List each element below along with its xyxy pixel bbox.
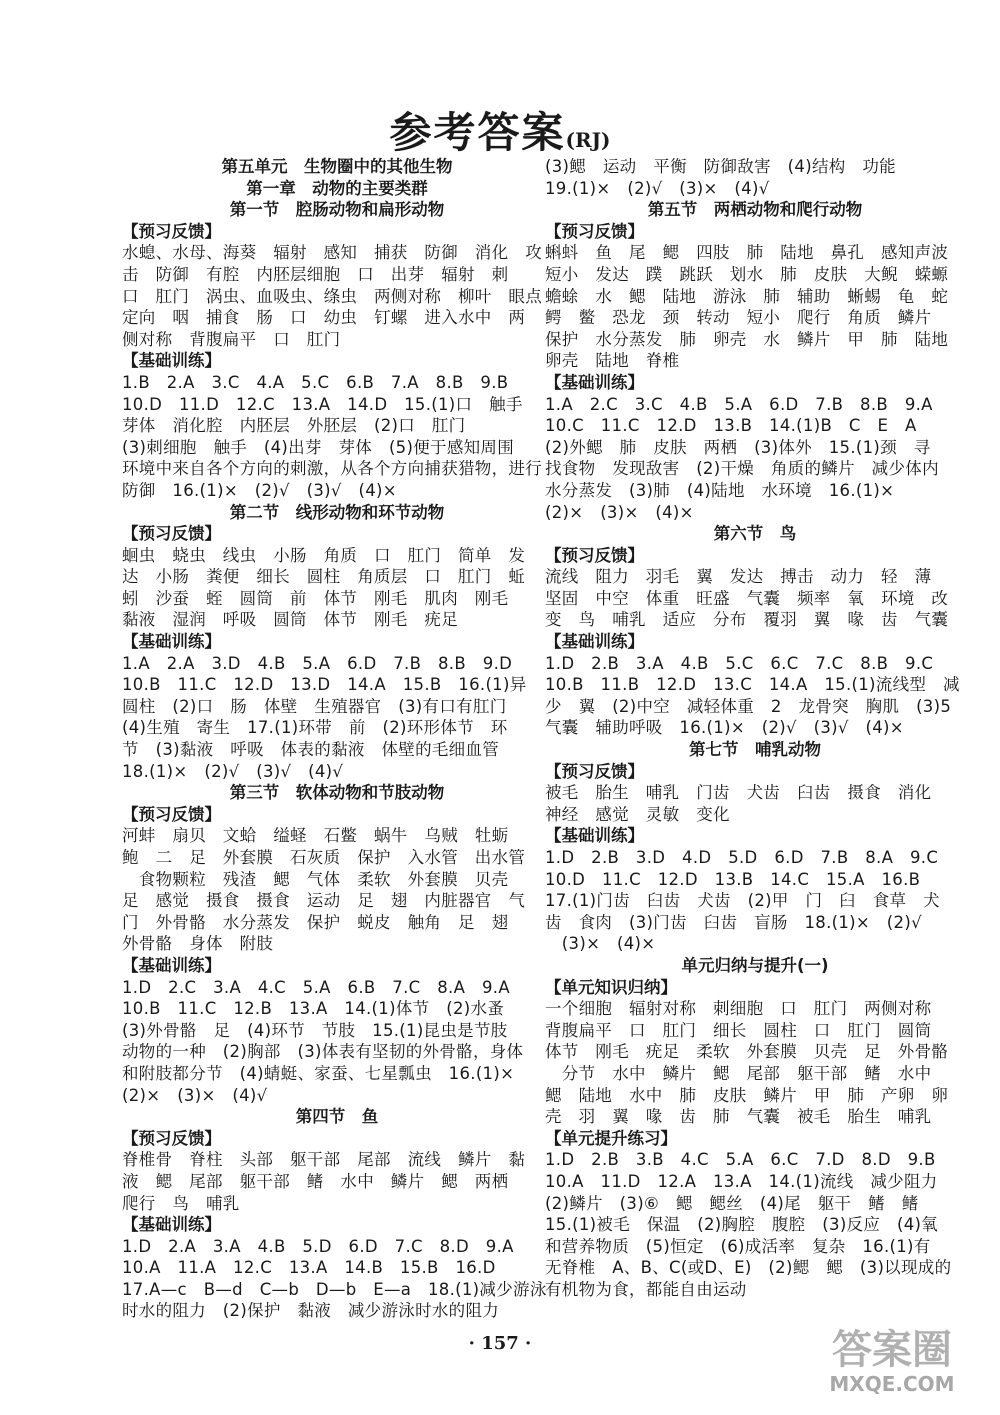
answer-line: 时水的阻力 (2)保护 黏液 减少游泳时水的阻力 xyxy=(122,1301,500,1321)
answer-line: 10.B 11.B 12.D 13.C 14.A 15.(1)流线型 减 xyxy=(545,675,960,695)
subsection-tag: 【基础训练】 xyxy=(122,955,221,975)
answer-line: 1.D 2.B 3.D 4.D 5.D 6.D 7.B 8.A 9.C xyxy=(545,848,939,867)
answer-line: 10.C 11.C 12.D 13.B 14.(1)B C E A xyxy=(545,416,917,436)
answer-line: (3)刺细胞 触手 (4)出芽 芽体 (5)便于感知周围 xyxy=(122,437,515,457)
answer-line: 保护 水分蒸发 肺 卵壳 水 鳞片 甲 肺 陆地 xyxy=(545,329,949,349)
section-heading: 第五单元 生物圈中的其他生物 xyxy=(221,157,453,176)
answer-line: 18.(1)× (2)√ (3)√ (4)√ xyxy=(122,761,344,781)
answer-line: 鳄 鳖 恐龙 颈 转动 短小 爬行 角质 鳞片 xyxy=(545,308,932,328)
section-heading: 第五节 两栖动物和爬行动物 xyxy=(647,200,863,220)
page-number: · 157 · xyxy=(468,1333,532,1354)
watermark-url: MXQE.COM xyxy=(829,1372,955,1396)
answer-line: 10.B 11.C 12.D 13.D 14.A 15.B 16.(1)异 xyxy=(122,675,527,695)
answer-line: 门 外骨骼 水分蒸发 保护 蜕皮 触角 足 翅 xyxy=(122,912,509,932)
answer-line: 15.(1)被毛 保温 (2)胸腔 腹腔 (3)反应 (4)氧 xyxy=(545,1215,939,1235)
subsection-tag: 【基础训练】 xyxy=(545,826,644,846)
answer-line: 10.A 11.A 12.C 13.A 14.B 15.B 16.D xyxy=(122,1258,496,1278)
answer-line: 足 感觉 摄食 摄食 运动 足 翅 内脏器官 气 xyxy=(122,891,526,911)
watermark-glyph: 答案圈 xyxy=(832,1327,952,1373)
answer-line: 定向 咽 捕食 肠 口 幼虫 钉螺 进入水中 两 xyxy=(122,308,526,328)
section-heading: 单元归纳与提升(一) xyxy=(681,955,829,975)
answer-line: 和营养物质 (5)恒定 (6)成活率 复杂 16.(1)有 xyxy=(545,1236,931,1256)
answer-line: 1.D 2.A 3.A 4.B 5.D 6.D 7.C 8.D 9.A xyxy=(122,1236,514,1256)
page-title xyxy=(0,100,1000,160)
answer-line: 外骨骼 身体 附肢 xyxy=(122,934,274,954)
answer-line: 10.A 11.D 12.A 13.A 14.(1)流线 减少阻力 xyxy=(545,1171,938,1191)
subsection-tag: 【预习反馈】 xyxy=(122,1128,221,1148)
subsection-tag: 【基础训练】 xyxy=(122,632,221,652)
answer-line: 脊椎骨 脊柱 头部 躯干部 尾部 流线 鳞片 黏 xyxy=(122,1150,526,1170)
subsection-tag: 【单元知识归纳】 xyxy=(545,977,677,997)
answer-line: 食物颗粒 残渣 鳃 气体 柔软 外套膜 贝壳 xyxy=(122,869,509,889)
answer-line: (2)× (3)× (4)× xyxy=(545,502,694,522)
answer-line: 动物的一种 (2)胸部 (3)体表有坚韧的外骨骼，身体 xyxy=(122,1042,524,1062)
answer-line: 爬行 鸟 哺乳 xyxy=(122,1193,240,1213)
answer-line: 被毛 胎生 哺乳 门齿 犬齿 臼齿 摄食 消化 xyxy=(545,783,932,803)
section-heading: 第一节 腔肠动物和扁形动物 xyxy=(229,200,445,220)
answer-line: 击 防御 有腔 内胚层细胞 口 出芽 辐射 刺 xyxy=(122,264,509,284)
answer-line: 芽体 消化腔 内胚层 外胚层 (2)口 肛门 xyxy=(122,416,466,436)
answer-line: 卵壳 陆地 脊椎 xyxy=(545,351,680,371)
answer-line: 达 小肠 粪便 细长 圆柱 角质层 口 肛门 蚯 xyxy=(122,567,526,587)
answer-line: 找食物 发现敌害 (2)干燥 角质的鳞片 减少体内 xyxy=(545,459,939,479)
answer-line: 蚓 沙蚕 蛭 圆筒 前 体节 刚毛 肌肉 刚毛 xyxy=(122,588,509,608)
answer-line: 防御 16.(1)× (2)√ (3)√ (4)× xyxy=(122,480,397,500)
section-heading: 第六节 鸟 xyxy=(713,524,797,544)
answer-line: 体节 刚毛 疣足 柔软 外套膜 贝壳 足 外骨骼 xyxy=(545,1042,949,1062)
answer-line: 齿 食肉 (3)门齿 臼齿 盲肠 18.(1)× (2)√ xyxy=(545,912,922,932)
answer-line: 水分蒸发 (3)肺 (4)陆地 水环境 16.(1)× xyxy=(545,480,895,500)
subsection-tag: 【预习反馈】 xyxy=(545,221,644,241)
answer-line: 节 (3)黏液 呼吸 体表的黏液 体壁的毛细血管 xyxy=(122,740,500,760)
answer-line: 19.(1)× (2)√ (3)× (4)√ xyxy=(545,178,770,198)
answer-line: 10.B 11.C 12.B 13.A 14.(1)体节 (2)水蚤 xyxy=(122,999,505,1019)
answer-line: 气囊 辅助呼吸 16.(1)× (2)√ (3)√ (4)× xyxy=(545,718,904,738)
answer-line: 口 肛门 涡虫、血吸虫、绦虫 两侧对称 柳叶 眼点 xyxy=(122,286,542,306)
answer-line: 蟾蜍 水 鳃 陆地 游泳 肺 辅助 蜥蜴 龟 蛇 xyxy=(545,286,949,306)
answer-line: 坚固 中空 体重 旺盛 气囊 频率 氧 环境 改 xyxy=(545,588,949,608)
answer-line: 短小 发达 蹼 跳跃 划水 肺 皮肤 大鲵 蝾螈 xyxy=(545,264,949,284)
subsection-tag: 【预习反馈】 xyxy=(122,524,221,544)
title-main: 参考答案 xyxy=(389,108,566,157)
section-heading: 第四节 鱼 xyxy=(295,1107,379,1127)
subsection-tag: 【基础训练】 xyxy=(545,372,644,392)
section-heading: 第一章 动物的主要类群 xyxy=(246,178,428,198)
subsection-tag: 【单元提升练习】 xyxy=(545,1128,677,1148)
subsection-tag: 【预习反馈】 xyxy=(545,761,644,781)
answer-line: 神经 感觉 灵敏 变化 xyxy=(545,804,730,824)
answer-line: 鲍 二 足 外套膜 石灰质 保护 入水管 出水管 xyxy=(122,848,526,867)
answer-line: 少 翼 (2)中空 减轻体重 2 龙骨突 胸肌 (3)5 xyxy=(545,696,952,716)
answer-line: (2)鳞片 (3)⑥ 鳃 鳃丝 (4)尾 躯干 鳍 鳍 xyxy=(545,1193,919,1213)
answer-line: 鳃 陆地 水中 肺 皮肤 鳞片 甲 肺 产卵 卵 xyxy=(545,1085,949,1105)
answer-line: 1.D 2.B 3.A 4.B 5.C 6.C 7.C 8.B 9.C xyxy=(545,653,934,673)
answer-line: 一个细胞 辐射对称 刺细胞 口 肛门 两侧对称 xyxy=(545,999,932,1019)
answer-line: 液 鳃 尾部 躯干部 鳍 水中 鳞片 鳃 两栖 xyxy=(122,1171,509,1191)
section-heading: 第三节 软体动物和节肢动物 xyxy=(229,783,445,803)
section-heading: 第二节 线形动物和环节动物 xyxy=(229,502,445,522)
answer-line: 蛔虫 蛲虫 线虫 小肠 角质 口 肛门 简单 发 xyxy=(122,545,526,565)
answer-line: 1.B 2.A 3.C 4.A 5.C 6.B 7.A 8.B 9.B xyxy=(122,372,509,392)
answer-line: 黏液 湿润 呼吸 圆筒 体节 刚毛 疣足 xyxy=(122,610,458,630)
left-column xyxy=(122,156,552,1322)
answer-line: 1.A 2.C 3.C 4.B 5.A 6.D 7.B 8.B 9.A xyxy=(545,394,933,414)
answer-line: 侧对称 背腹扁平 口 肛门 xyxy=(122,329,341,349)
answer-line: (3)× (4)× xyxy=(545,934,656,954)
answer-line: (2)× (3)× (4)√ xyxy=(122,1085,268,1105)
answer-line: (2)外鳃 肺 皮肤 两栖 (3)体外 15.(1)颈 寻 xyxy=(545,437,931,457)
answer-line: 17.(1)门齿 臼齿 犬齿 (2)甲 门 臼 食草 犬 xyxy=(545,891,940,911)
subsection-tag: 【基础训练】 xyxy=(545,632,644,652)
watermark-logo xyxy=(802,1327,982,1407)
answer-line: 有机物为食，都能自由运动 xyxy=(545,1279,747,1299)
answer-line: 10.D 11.D 12.C 13.A 14.D 15.(1)口 触手 xyxy=(122,394,523,414)
subsection-tag: 【预习反馈】 xyxy=(545,545,644,565)
answer-line: 变 鸟 哺乳 适应 分布 覆羽 翼 喙 齿 气囊 xyxy=(545,610,949,630)
answer-line: (3)鳃 运动 平衡 防御敌害 (4)结构 功能 xyxy=(545,157,896,176)
title-edition: (RJ) xyxy=(565,128,611,152)
answer-line: 背腹扁平 口 肛门 细长 圆柱 口 肛门 圆筒 xyxy=(545,1020,932,1040)
subsection-tag: 【基础训练】 xyxy=(122,1215,221,1235)
answer-line: 1.A 2.A 3.D 4.B 5.A 6.D 7.B 8.B 9.D xyxy=(122,653,513,673)
answer-line: 分节 水中 鳞片 鳃 尾部 躯干部 鳍 水中 xyxy=(545,1063,932,1083)
answer-line: 蝌蚪 鱼 尾 鳃 四肢 肺 陆地 鼻孔 感知声波 xyxy=(545,243,949,263)
answer-line: 水螅、水母、海葵 辐射 感知 捕获 防御 消化 攻 xyxy=(122,243,542,263)
answer-line: 圆柱 (2)口 肠 体壁 生殖器官 (3)有口有肛门 xyxy=(122,696,507,716)
subsection-tag: 【基础训练】 xyxy=(122,351,221,371)
answer-line: (3)外骨骼 足 (4)环节 节肢 15.(1)昆虫是节肢 xyxy=(122,1020,508,1040)
answer-line: 17.A—c B—d C—b D—b E—a 18.(1)减少游泳 xyxy=(122,1279,547,1299)
right-column xyxy=(545,156,965,1300)
answer-line: 环境中来自各个方向的刺激，从各个方向捕获猎物，进行 xyxy=(122,459,542,479)
subsection-tag: 【预习反馈】 xyxy=(122,804,221,824)
answer-line: 和附肢都分节 (4)蜻蜓、家蚕、七星瓢虫 16.(1)× xyxy=(122,1063,515,1083)
answer-line: 10.D 11.C 12.D 13.B 14.C 15.A 16.B xyxy=(545,869,921,889)
section-heading: 第七节 哺乳动物 xyxy=(689,740,821,760)
subsection-tag: 【预习反馈】 xyxy=(122,221,221,241)
answer-line: 1.D 2.C 3.A 4.C 5.A 6.B 7.C 8.A 9.A xyxy=(122,977,510,997)
answer-line: 河蚌 扇贝 文蛤 缢蛏 石鳖 蜗牛 乌贼 牡蛎 xyxy=(122,826,509,846)
answer-line: 流线 阻力 羽毛 翼 发达 搏击 动力 轻 薄 xyxy=(545,567,932,587)
answer-line: 无脊椎 A、B、C(或D、E) (2)鳃 鳃 (3)以现成的 xyxy=(545,1258,952,1278)
answer-line: (4)生殖 寄生 17.(1)环带 前 (2)环形体节 环 xyxy=(122,718,508,738)
answer-line: 壳 羽 翼 喙 齿 肺 气囊 被毛 胎生 哺乳 xyxy=(545,1107,932,1127)
answer-line: 1.D 2.B 3.B 4.C 5.A 6.C 7.D 8.D 9.B xyxy=(545,1150,936,1170)
